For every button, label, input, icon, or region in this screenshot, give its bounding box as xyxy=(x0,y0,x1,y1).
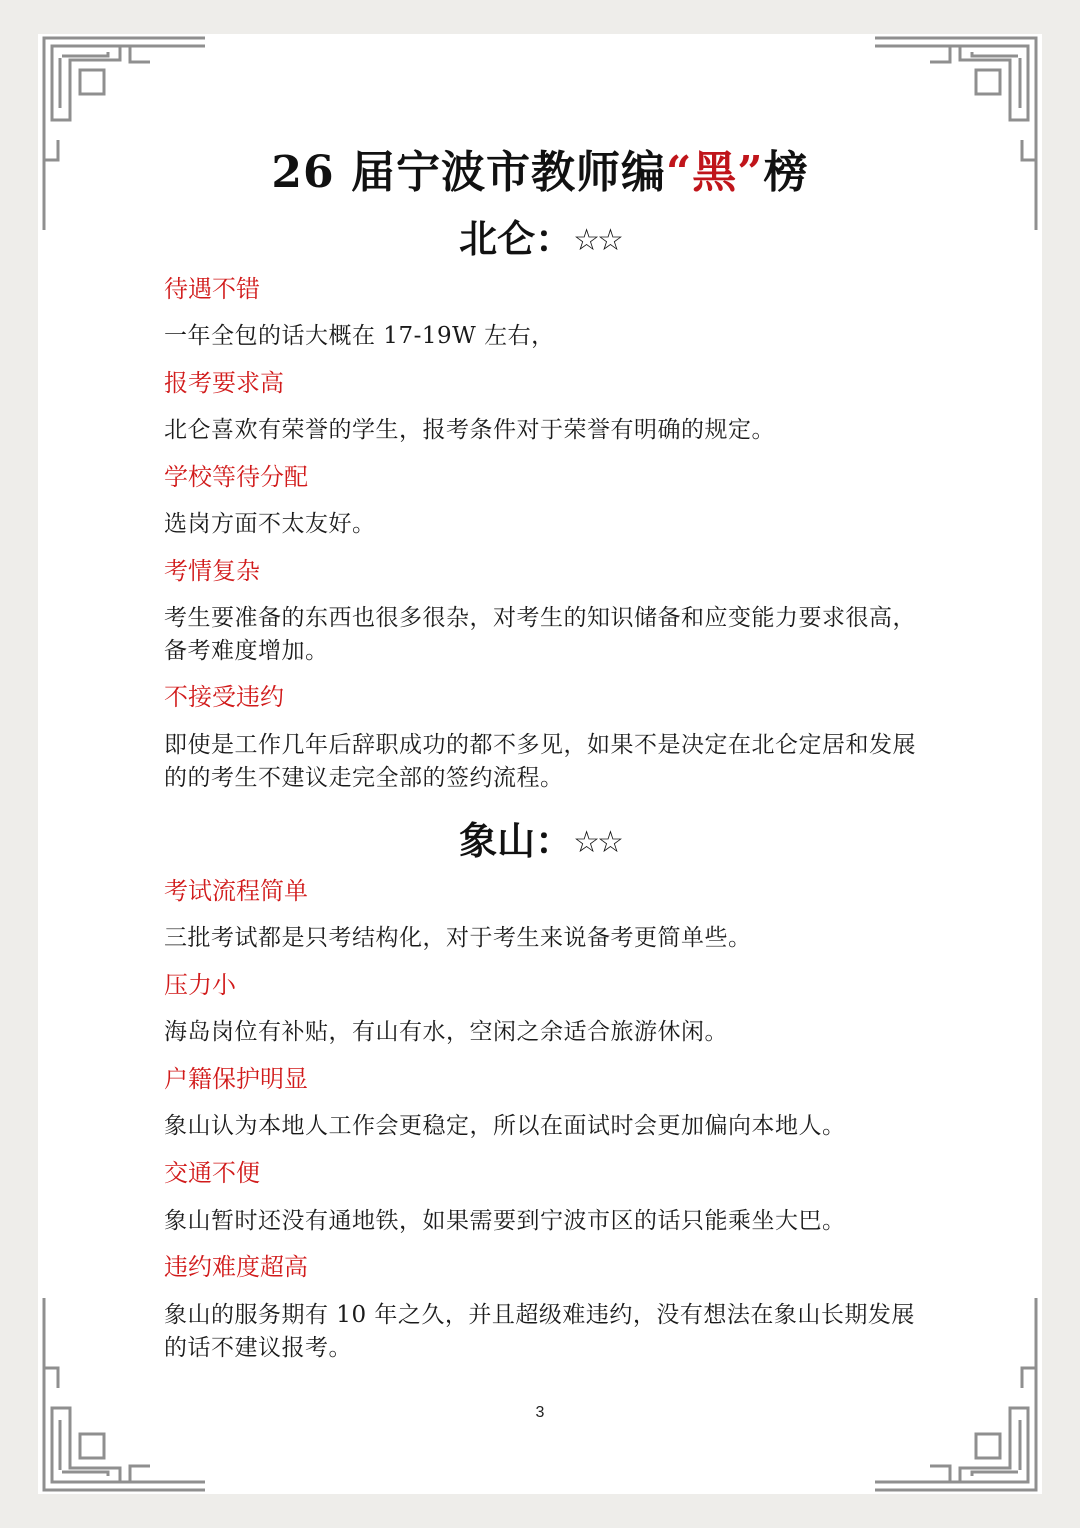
item-heading: 违约难度超高 xyxy=(164,1253,308,1281)
item-text: 考生要准备的东西也很多很杂，对考生的知识储备和应变能力要求很高，备考难度增加。 xyxy=(164,605,916,664)
item-text: 象山认为本地人工作会更稳定，所以在面试时会更加偏向本地人。 xyxy=(164,1113,846,1139)
item-text: 象山的服务期有 10 年之久，并且超级难违约，没有想法在象山长期发展的话不建议报考。 xyxy=(164,1302,915,1361)
item-heading: 学校等待分配 xyxy=(164,463,308,491)
item-text: 选岗方面不太友好。 xyxy=(164,511,376,537)
region-heading-beilun xyxy=(0,208,1080,263)
item-heading: 待遇不错 xyxy=(164,275,260,303)
title-suffix: 榜 xyxy=(763,147,809,198)
star-rating-icon: ☆☆ xyxy=(573,825,621,860)
item-text: 北仑喜欢有荣誉的学生，报考条件对于荣誉有明确的规定。 xyxy=(164,417,775,443)
item-heading: 考情复杂 xyxy=(164,557,260,585)
title-highlight: “黑” xyxy=(665,147,764,198)
page-title xyxy=(0,136,1080,200)
item-heading: 压力小 xyxy=(164,971,236,999)
item-text: 海岛岗位有补贴，有山有水，空闲之余适合旅游休闲。 xyxy=(164,1019,728,1045)
item-heading: 报考要求高 xyxy=(164,369,284,397)
item-heading: 不接受违约 xyxy=(164,683,284,711)
item-text: 一年全包的话大概在 17-19W 左右， xyxy=(164,323,555,349)
title-prefix: 26 届宁波市教师编 xyxy=(271,147,666,198)
item-heading: 考试流程简单 xyxy=(164,877,308,905)
item-text: 象山暂时还没有通地铁，如果需要到宁波市区的话只能乘坐大巴。 xyxy=(164,1208,846,1234)
page-number: 3 xyxy=(535,1404,545,1421)
star-rating-icon: ☆☆ xyxy=(573,223,621,258)
item-heading: 交通不便 xyxy=(164,1159,260,1187)
item-text: 即使是工作几年后辞职成功的都不多见，如果不是决定在北仑定居和发展的的考生不建议走完全部的签约流程。 xyxy=(164,732,916,791)
region-heading-xiangshan xyxy=(0,810,1080,865)
item-text: 三批考试都是只考结构化，对于考生来说备考更简单些。 xyxy=(164,925,752,951)
region-name: 北仑： xyxy=(459,216,574,261)
region-name: 象山： xyxy=(459,818,574,863)
item-heading: 户籍保护明显 xyxy=(164,1065,308,1093)
